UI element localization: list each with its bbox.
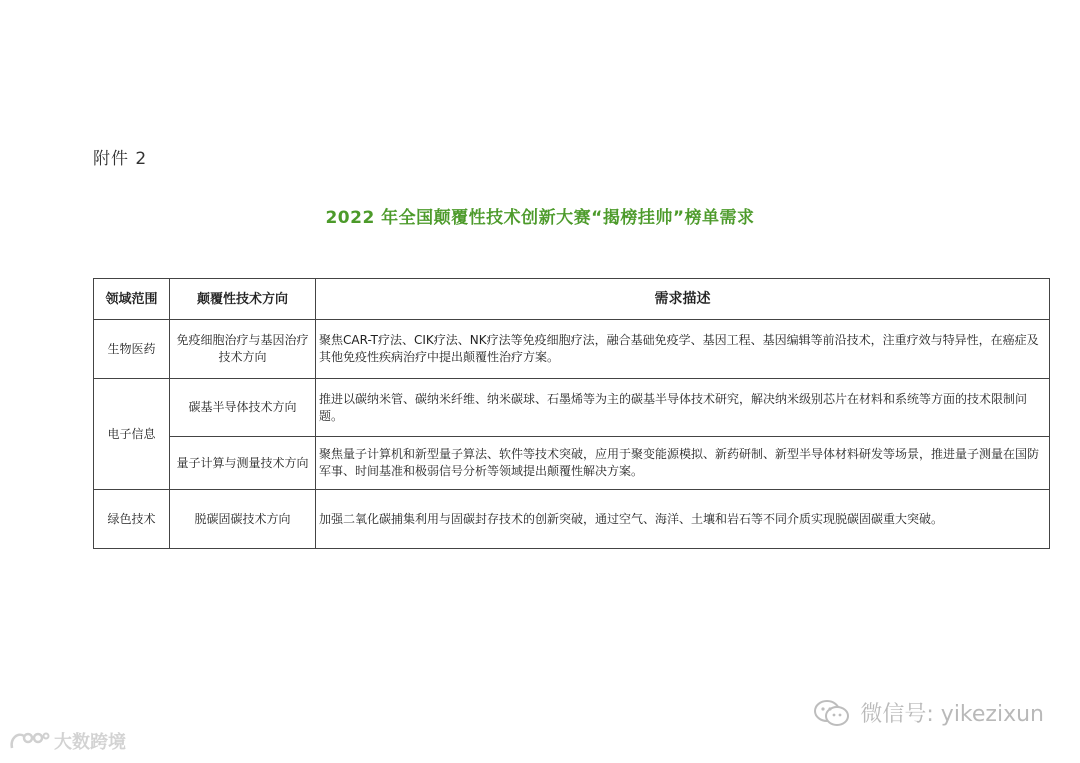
- table-row: [94, 379, 1050, 437]
- table-header-row: [94, 279, 1050, 320]
- direction-cell: 脱碳固碳技术方向: [170, 490, 316, 549]
- table-row: [94, 437, 1050, 490]
- wechat-watermark: [812, 697, 1044, 728]
- attachment-label: 附件 2: [93, 149, 148, 169]
- wechat-id-text: 微信号: yikezixun: [860, 702, 1044, 727]
- brand-logo-icon: [8, 728, 50, 754]
- direction-cell: 量子计算与测量技术方向: [170, 437, 316, 490]
- header-domain: 领域范围: [94, 279, 170, 320]
- description-cell: 聚焦量子计算机和新型量子算法、软件等技术突破，应用于聚变能源模拟、新药研制、新型半导体材料研发等场景，推进量子测量在国防军事、时间基准和极弱信号分析等领域提出颠覆性解决方案。: [316, 437, 1050, 490]
- header-direction: 颠覆性技术方向: [170, 279, 316, 320]
- brand-name-text: 大数跨境: [54, 732, 126, 753]
- description-cell: 聚焦CAR-T疗法、CIK疗法、NK疗法等免疫细胞疗法，融合基础免疫学、基因工程、基因编辑等前沿技术，注重疗效与特异性，在癌症及其他免疫性疾病治疗中提出颠覆性治疗方案。: [316, 320, 1050, 379]
- table-row: [94, 490, 1050, 549]
- domain-cell: 电子信息: [94, 379, 170, 490]
- domain-cell: 生物医药: [94, 320, 170, 379]
- brand-watermark: [8, 728, 126, 754]
- requirements-table: [93, 278, 1050, 549]
- document-title: 2022 年全国颠覆性技术创新大赛“揭榜挂帅”榜单需求: [325, 208, 755, 228]
- direction-cell: 碳基半导体技术方向: [170, 379, 316, 437]
- direction-cell: 免疫细胞治疗与基因治疗技术方向: [170, 320, 316, 379]
- description-cell: 加强二氧化碳捕集利用与固碳封存技术的创新突破，通过空气、海洋、土壤和岩石等不同介质实现脱碳固碳重大突破。: [316, 490, 1050, 549]
- domain-cell: 绿色技术: [94, 490, 170, 549]
- header-description: 需求描述: [316, 279, 1050, 320]
- table-row: [94, 320, 1050, 379]
- wechat-icon: [812, 698, 852, 728]
- description-cell: 推进以碳纳米管、碳纳米纤维、纳米碳球、石墨烯等为主的碳基半导体技术研究，解决纳米级别芯片在材料和系统等方面的技术限制问题。: [316, 379, 1050, 437]
